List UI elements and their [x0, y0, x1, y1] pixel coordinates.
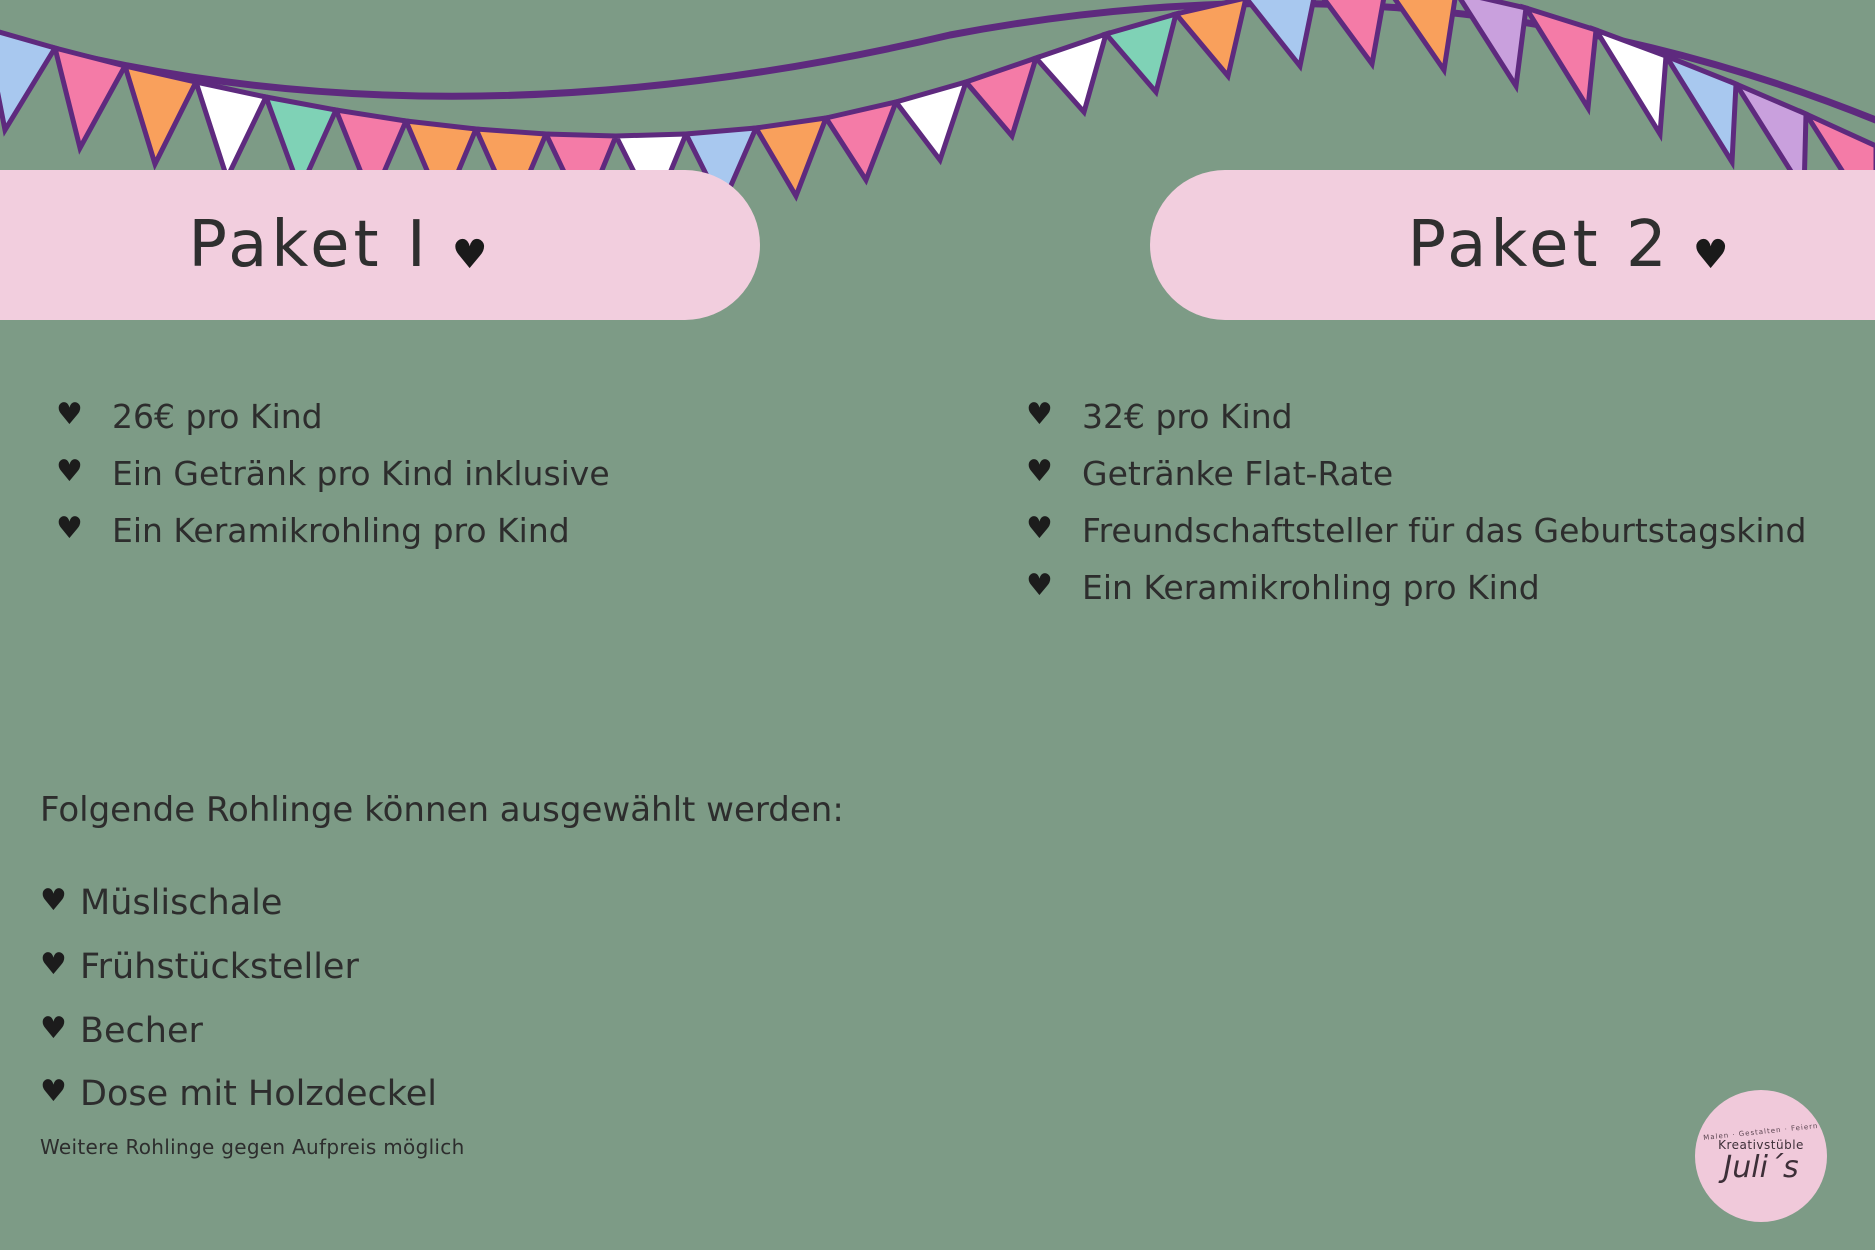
list-item-label: Becher: [80, 1010, 203, 1051]
bunting-string: [0, 3, 1875, 130]
package-2-title: Paket 2: [1407, 208, 1671, 282]
package-1-title-group: [188, 208, 491, 282]
list-item-label: Ein Getränk pro Kind inklusive: [112, 453, 610, 493]
heart-bullet-icon: ♥: [56, 510, 83, 546]
heart-bullet-icon: ♥: [1026, 453, 1053, 489]
heart-bullet-icon: ♥: [40, 1010, 67, 1046]
list-item: [40, 882, 1040, 926]
logo-subtitle: Kreativstüble: [1718, 1137, 1804, 1152]
blanks-intro: Folgende Rohlinge können ausgewählt werden:: [40, 790, 844, 830]
heart-icon: ♥: [451, 232, 492, 278]
heart-bullet-icon: ♥: [1026, 397, 1053, 432]
package-1-header: [0, 170, 760, 320]
package-1-title: Paket I: [188, 208, 430, 282]
package-2-header: [1150, 170, 1875, 320]
list-item: [40, 509, 940, 554]
list-item-label: Frühstücksteller: [80, 946, 359, 987]
package-2-details: [1010, 395, 1830, 623]
list-item-label: Getränke Flat-Rate: [1082, 453, 1394, 493]
heart-bullet-icon: ♥: [1026, 510, 1053, 546]
list-item-label: Freundschaftsteller für das Geburtstagskind: [1082, 510, 1807, 550]
heart-bullet-icon: ♥: [1026, 567, 1053, 603]
heart-bullet-icon: ♥: [40, 883, 67, 918]
list-item: [40, 1010, 1040, 1054]
blanks-footnote: Weitere Rohlinge gegen Aufpreis möglich: [40, 1135, 465, 1159]
list-item-label: Ein Keramikrohling pro Kind: [1082, 567, 1540, 607]
blanks-section: [40, 790, 1040, 1137]
list-item: [1010, 566, 1830, 611]
heart-icon: ♥: [1692, 232, 1733, 278]
heart-bullet-icon: ♥: [56, 397, 83, 432]
list-item-label: Müslischale: [80, 883, 283, 923]
package-2-title-group: [1407, 208, 1732, 282]
list-item-label: 32€ pro Kind: [1082, 397, 1293, 436]
list-item: [1010, 509, 1830, 554]
heart-bullet-icon: ♥: [56, 453, 83, 489]
list-item: [40, 395, 940, 440]
list-item: [40, 946, 1040, 990]
list-item: [40, 1073, 1040, 1117]
logo-tagline: Malen · Gestalten · Feiern: [1703, 1121, 1819, 1142]
package-1-details: [40, 395, 940, 566]
blanks-list: [40, 882, 1040, 1117]
package-2-feature-list: [1010, 395, 1830, 611]
list-item-label: Ein Keramikrohling pro Kind: [112, 510, 570, 550]
list-item-label: Dose mit Holzdeckel: [80, 1074, 438, 1115]
package-1-feature-list: [40, 395, 940, 554]
list-item-label: 26€ pro Kind: [112, 397, 323, 436]
logo-name: Juli´s: [1723, 1149, 1799, 1185]
list-item: [40, 452, 940, 497]
brand-logo: [1695, 1090, 1827, 1222]
heart-bullet-icon: ♥: [40, 1074, 67, 1110]
list-item: [1010, 452, 1830, 497]
list-item: [1010, 395, 1830, 440]
heart-bullet-icon: ♥: [40, 946, 67, 982]
